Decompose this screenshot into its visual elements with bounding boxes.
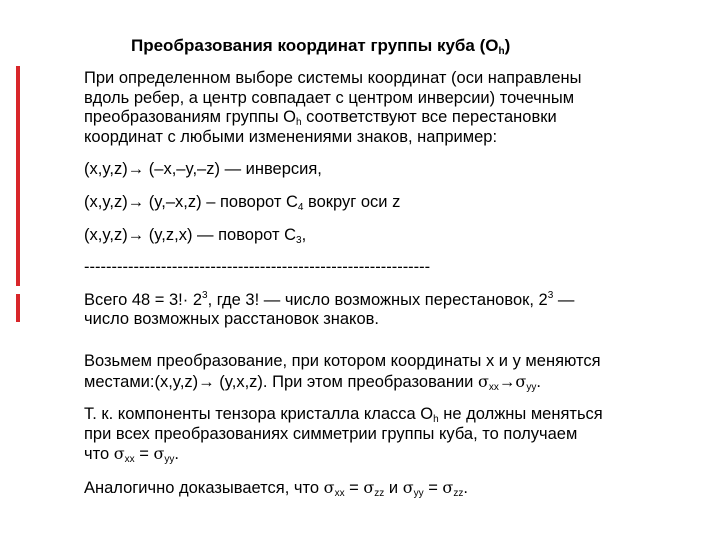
take-sub-yy: yy	[526, 381, 537, 393]
sigma-symbol: σ	[515, 371, 527, 391]
similar-sub-zz-2: zz	[453, 487, 464, 499]
total-b: , где 3! — число возможных перестановок, 2	[207, 290, 548, 309]
sigma-symbol: σ	[113, 444, 125, 464]
tensor-sub-xx: xx	[124, 454, 135, 466]
total-line-2: число возможных расстановок знаков.	[84, 310, 379, 329]
take-line-1: Возьмем преобразование, при котором координаты x и y меняются	[84, 351, 601, 370]
title-close: )	[504, 36, 511, 55]
sigma-symbol: σ	[323, 477, 335, 497]
ex2-sub: 4	[297, 201, 304, 213]
ex3-sub: 3	[296, 234, 302, 246]
sigma-symbol: σ	[402, 477, 414, 497]
total-c: —	[553, 290, 575, 309]
sigma-symbol: σ	[153, 444, 165, 464]
tensor-line-1-a: Т. к. компоненты тензора кристалла класса O	[84, 405, 434, 424]
similar-and: и	[384, 478, 403, 497]
similar-sub-xx: xx	[334, 487, 345, 499]
ex3-b: ,	[301, 225, 307, 244]
slide-title	[131, 36, 651, 56]
tensor-line-1-sub: h	[433, 414, 439, 426]
intro-paragraph	[84, 69, 684, 147]
take-line-2-b: .	[536, 372, 541, 391]
intro-line-3	[84, 108, 684, 128]
intro-line-4: координат с любыми изменениями знаков, например:	[84, 127, 498, 146]
slide-content	[84, 69, 684, 499]
ex2-a: (x,y,z)→ (y,–x,z) – поворот C	[84, 192, 298, 211]
title-subscript: h	[498, 46, 505, 57]
similar-eq-2: =	[423, 478, 443, 497]
tensor-paragraph	[84, 405, 684, 465]
total-sup-1: 3	[202, 289, 208, 301]
ex3-a: (x,y,z)→ (y,z,x) — поворот C	[84, 225, 297, 244]
tensor-line-1-b: не должны меняться	[438, 405, 603, 424]
intro-line-1: При определенном выборе системы координат (оси направлены	[84, 69, 582, 87]
tensor-eq: =	[134, 445, 154, 464]
take-line-2	[84, 372, 684, 393]
dash-separator: ---------------------------------------------------------------	[84, 258, 431, 277]
tensor-line-1	[84, 405, 684, 425]
tensor-line-3	[84, 444, 684, 465]
similar-sub-zz-1: zz	[374, 487, 385, 499]
intro-line-3-sub: h	[296, 117, 302, 129]
intro-line-3-b: соответствуют все перестановки	[301, 108, 557, 127]
take-sub-xx: xx	[488, 381, 499, 393]
title-text: Преобразования координат группы куба (O	[131, 36, 499, 55]
similar-sub-yy: yy	[413, 487, 424, 499]
tensor-line-2: при всех преобразованиях симметрии группы куба, то получаем	[84, 424, 578, 443]
sigma-symbol: σ	[363, 477, 375, 497]
take-line-2-a: местами:(x,y,z)→ (y,x,z). При этом преобразовании	[84, 372, 478, 391]
tensor-sub-yy: yy	[164, 454, 175, 466]
accent-bar-lower	[16, 294, 20, 322]
intro-line-2: вдоль ребер, а центр совпадает с центром инверсии) точечным	[84, 88, 575, 107]
total-a: Всего 48 = 3!· 2	[84, 290, 203, 309]
similar-end: .	[463, 478, 468, 497]
tensor-line-3-a: что	[84, 445, 114, 464]
total-line-1	[84, 291, 684, 311]
example-inversion: (x,y,z)→ (–x,–y,–z) — инверсия,	[84, 160, 322, 179]
take-paragraph	[84, 352, 684, 392]
take-arrow: →	[498, 372, 516, 391]
ex2-b: вокруг оси z	[303, 192, 401, 211]
tensor-line-3-b: .	[174, 445, 179, 464]
total-paragraph	[84, 291, 684, 330]
similar-a: Аналогично доказывается, что	[84, 478, 324, 497]
similar-line	[84, 478, 684, 499]
example-rotation-c4	[84, 193, 684, 213]
similar-eq-1: =	[344, 478, 364, 497]
sigma-symbol: σ	[477, 371, 489, 391]
total-sup-2: 3	[547, 289, 554, 301]
intro-line-3-a: преобразованиям группы O	[84, 108, 296, 127]
example-rotation-c3	[84, 226, 684, 246]
sigma-symbol: σ	[442, 477, 454, 497]
accent-bar	[16, 66, 20, 286]
